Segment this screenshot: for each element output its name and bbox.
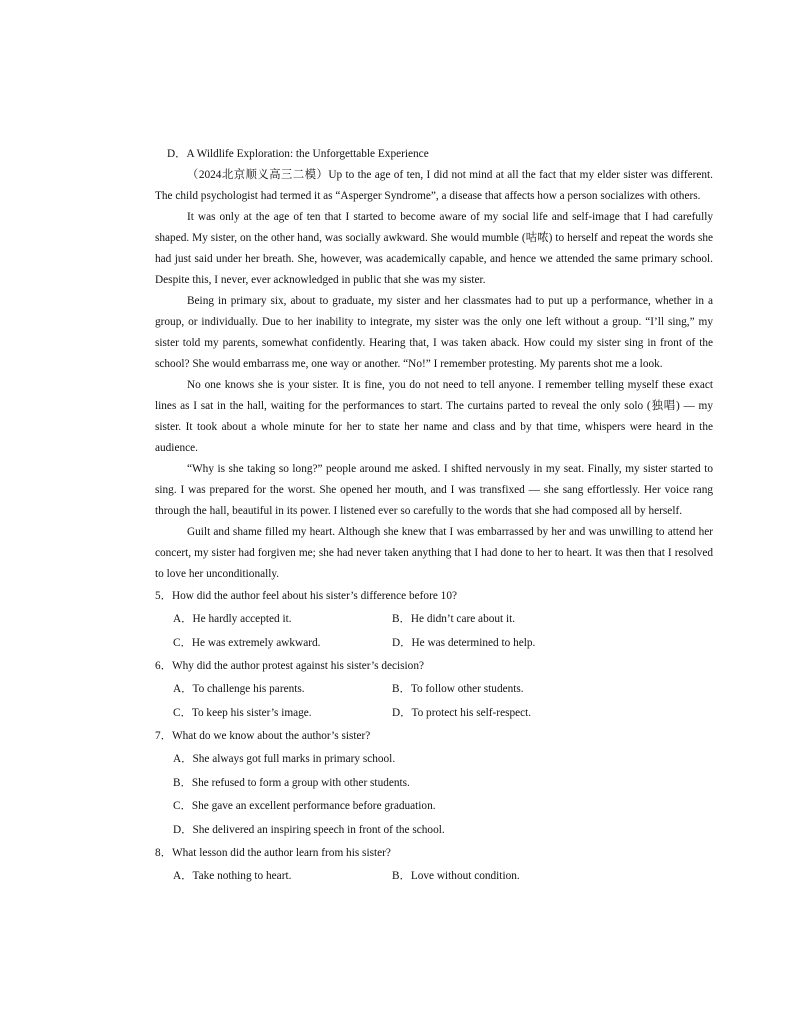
question-7 xyxy=(155,725,713,842)
option-b[interactable]: B．She refused to form a group with other students. xyxy=(173,776,410,789)
passage-paragraph-1: （2024北京顺义高三二模）Up to the age of ten, I did not mind at all the fact that my elder sister was different. The child psychologist had termed it as “Asperger Syndrome”, a disease that affects how a person socializes with others. xyxy=(155,169,713,202)
option-d[interactable]: D．He was determined to help. xyxy=(392,636,536,649)
passage-paragraph-2: It was only at the age of ten that I started to become aware of my social life and self-image that I had carefully shaped. My sister, on the other hand, was socially awkward. She would mumble (咕哝) to herself and repeat the words she had just said under her breath. She, however, was academically capable, and hence we attended the same primary school. Despite this, I never, ever acknowledged in public that she was my sister. xyxy=(155,211,713,286)
question-5 xyxy=(155,585,713,655)
option-b[interactable]: B．Love without condition. xyxy=(392,870,520,882)
option-a[interactable]: A．He hardly accepted it. xyxy=(173,613,292,625)
option-a[interactable]: A．Take nothing to heart. xyxy=(173,870,292,882)
option-d[interactable]: D．She delivered an inspiring speech in front of the school. xyxy=(173,823,445,836)
option-d[interactable]: D．To protect his self-respect. xyxy=(392,706,532,719)
previous-option-d: D．A Wildlife Exploration: the Unforgettable Experience xyxy=(167,148,429,160)
option-c[interactable]: C．He was extremely awkward. xyxy=(173,636,321,649)
question-stem: 7．What do we know about the author’s sister? xyxy=(155,730,371,742)
passage-paragraph-4: No one knows she is your sister. It is fine, you do not need to tell anyone. I remember telling myself these exact lines as I sat in the hall, waiting for the performances to start. The curtains parted to reveal the only solo (独唱) — my sister. It took about a whole minute for her to state her name and class and by that time, whispers were heard in the audience. xyxy=(155,379,713,454)
option-a[interactable]: A．To challenge his parents. xyxy=(173,683,305,695)
question-stem: 8．What lesson did the author learn from his sister? xyxy=(155,847,391,859)
passage-paragraph-5: “Why is she taking so long?” people around me asked. I shifted nervously in my seat. Finally, my sister started to sing. I was prepared for the worst. She opened her mouth, and I was transfixed — she sang effortlessly. Her voice rang through the hall, beautiful in its power. I listened ever so carefully to the words that she had composed all by herself. xyxy=(155,463,713,517)
option-c[interactable]: C．To keep his sister’s image. xyxy=(173,706,312,719)
option-b[interactable]: B．He didn’t care about it. xyxy=(392,613,516,625)
question-stem: 5．How did the author feel about his sister’s difference before 10? xyxy=(155,590,457,602)
question-stem: 6．Why did the author protest against his sister’s decision? xyxy=(155,660,424,672)
passage-paragraph-3: Being in primary six, about to graduate, my sister and her classmates had to put up a performance, whether in a group, or individually. Due to her inability to integrate, my sister was the only one left without a group. “I’ll sing,” my sister told my parents, somewhat confidently. Hearing that, I was taken aback. How could my sister sing in front of the school? She would embarrass me, one way or another. “No!” I remember protesting. My parents shot me a look. xyxy=(155,295,713,370)
option-c[interactable]: C．She gave an excellent performance before graduation. xyxy=(173,800,436,812)
passage-paragraph-6: Guilt and shame filled my heart. Although she knew that I was embarrassed by her and was unwilling to attend her concert, my sister had forgiven me; she had never taken anything that I had done to her to heart. It was then that I resolved to love her unconditionally. xyxy=(155,526,713,580)
page-content xyxy=(155,144,713,889)
question-8 xyxy=(155,842,713,889)
option-a[interactable]: A．She always got full marks in primary school. xyxy=(173,753,396,765)
passage-source: （2024北京顺义高三二模） xyxy=(187,169,329,181)
question-6 xyxy=(155,655,713,725)
option-b[interactable]: B．To follow other students. xyxy=(392,683,524,695)
reading-passage xyxy=(155,165,713,585)
